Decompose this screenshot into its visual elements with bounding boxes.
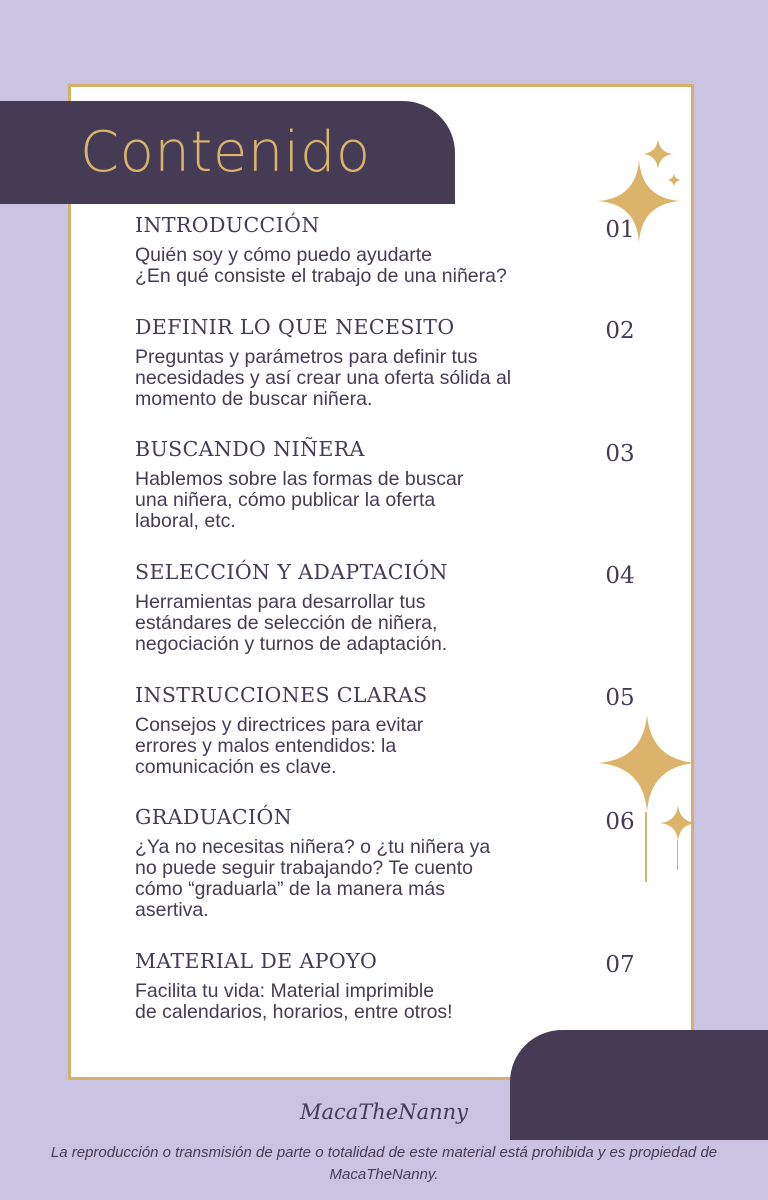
section-number: 01 xyxy=(605,217,635,243)
section-description: Preguntas y parámetros para definir tus necesidades y así crear una oferta sólida al momento de buscar niñera. xyxy=(135,346,512,410)
sparkle-icon xyxy=(667,173,681,187)
section-title: GRADUACIÓN xyxy=(135,805,293,829)
section-title: DEFINIR LO QUE NECESITO xyxy=(135,315,455,339)
section-buscando xyxy=(135,436,585,532)
sparkle-icon xyxy=(598,714,696,812)
section-material xyxy=(135,948,585,1023)
section-title: INTRODUCCIÓN xyxy=(135,213,320,237)
section-description: ¿Ya no necesitas niñera? o ¿tu niñera ya no puede seguir trabajando? Te cuento cómo “graduarla” de la manera más asertiva. xyxy=(135,836,491,921)
section-number: 06 xyxy=(605,809,635,835)
section-number: 03 xyxy=(605,441,635,467)
section-description: Herramientas para desarrollar tus estándares de selección de niñera, negociación y turnos de adaptación. xyxy=(135,591,448,655)
section-seleccion xyxy=(135,559,585,655)
sparkle-line xyxy=(645,812,647,882)
section-description: Quién soy y cómo puedo ayudarte ¿En qué consiste el trabajo de una niñera? xyxy=(135,244,507,287)
copyright-footer: La reproducción o transmisión de parte o totalidad de este material está prohibida y es propiedad de MacaTheNanny. xyxy=(50,1144,718,1183)
section-title: SELECCIÓN Y ADAPTACIÓN xyxy=(135,560,448,584)
section-number: 05 xyxy=(605,685,635,711)
sparkle-icon xyxy=(643,139,673,169)
page-title: Contenido xyxy=(80,120,371,185)
section-number: 04 xyxy=(605,563,635,589)
section-introduccion xyxy=(135,212,585,287)
sparkle-line xyxy=(677,840,678,870)
section-instrucciones xyxy=(135,682,585,778)
sparkle-icon xyxy=(660,805,696,841)
section-description: Facilita tu vida: Material imprimible de calendarios, horarios, entre otros! xyxy=(135,980,453,1023)
section-graduacion xyxy=(135,804,585,921)
section-number: 02 xyxy=(605,318,635,344)
section-description: Consejos y directrices para evitar errores y malos entendidos: la comunicación es clave. xyxy=(135,714,424,778)
section-definir xyxy=(135,314,585,410)
section-title: MATERIAL DE APOYO xyxy=(135,949,378,973)
section-description: Hablemos sobre las formas de buscar una niñera, cómo publicar la oferta laboral, etc. xyxy=(135,468,464,532)
section-title: BUSCANDO NIÑERA xyxy=(135,437,365,461)
brand-signature: MacaTheNanny xyxy=(299,1100,469,1124)
section-title: INSTRUCCIONES CLARAS xyxy=(135,683,428,707)
section-number: 07 xyxy=(605,952,635,978)
